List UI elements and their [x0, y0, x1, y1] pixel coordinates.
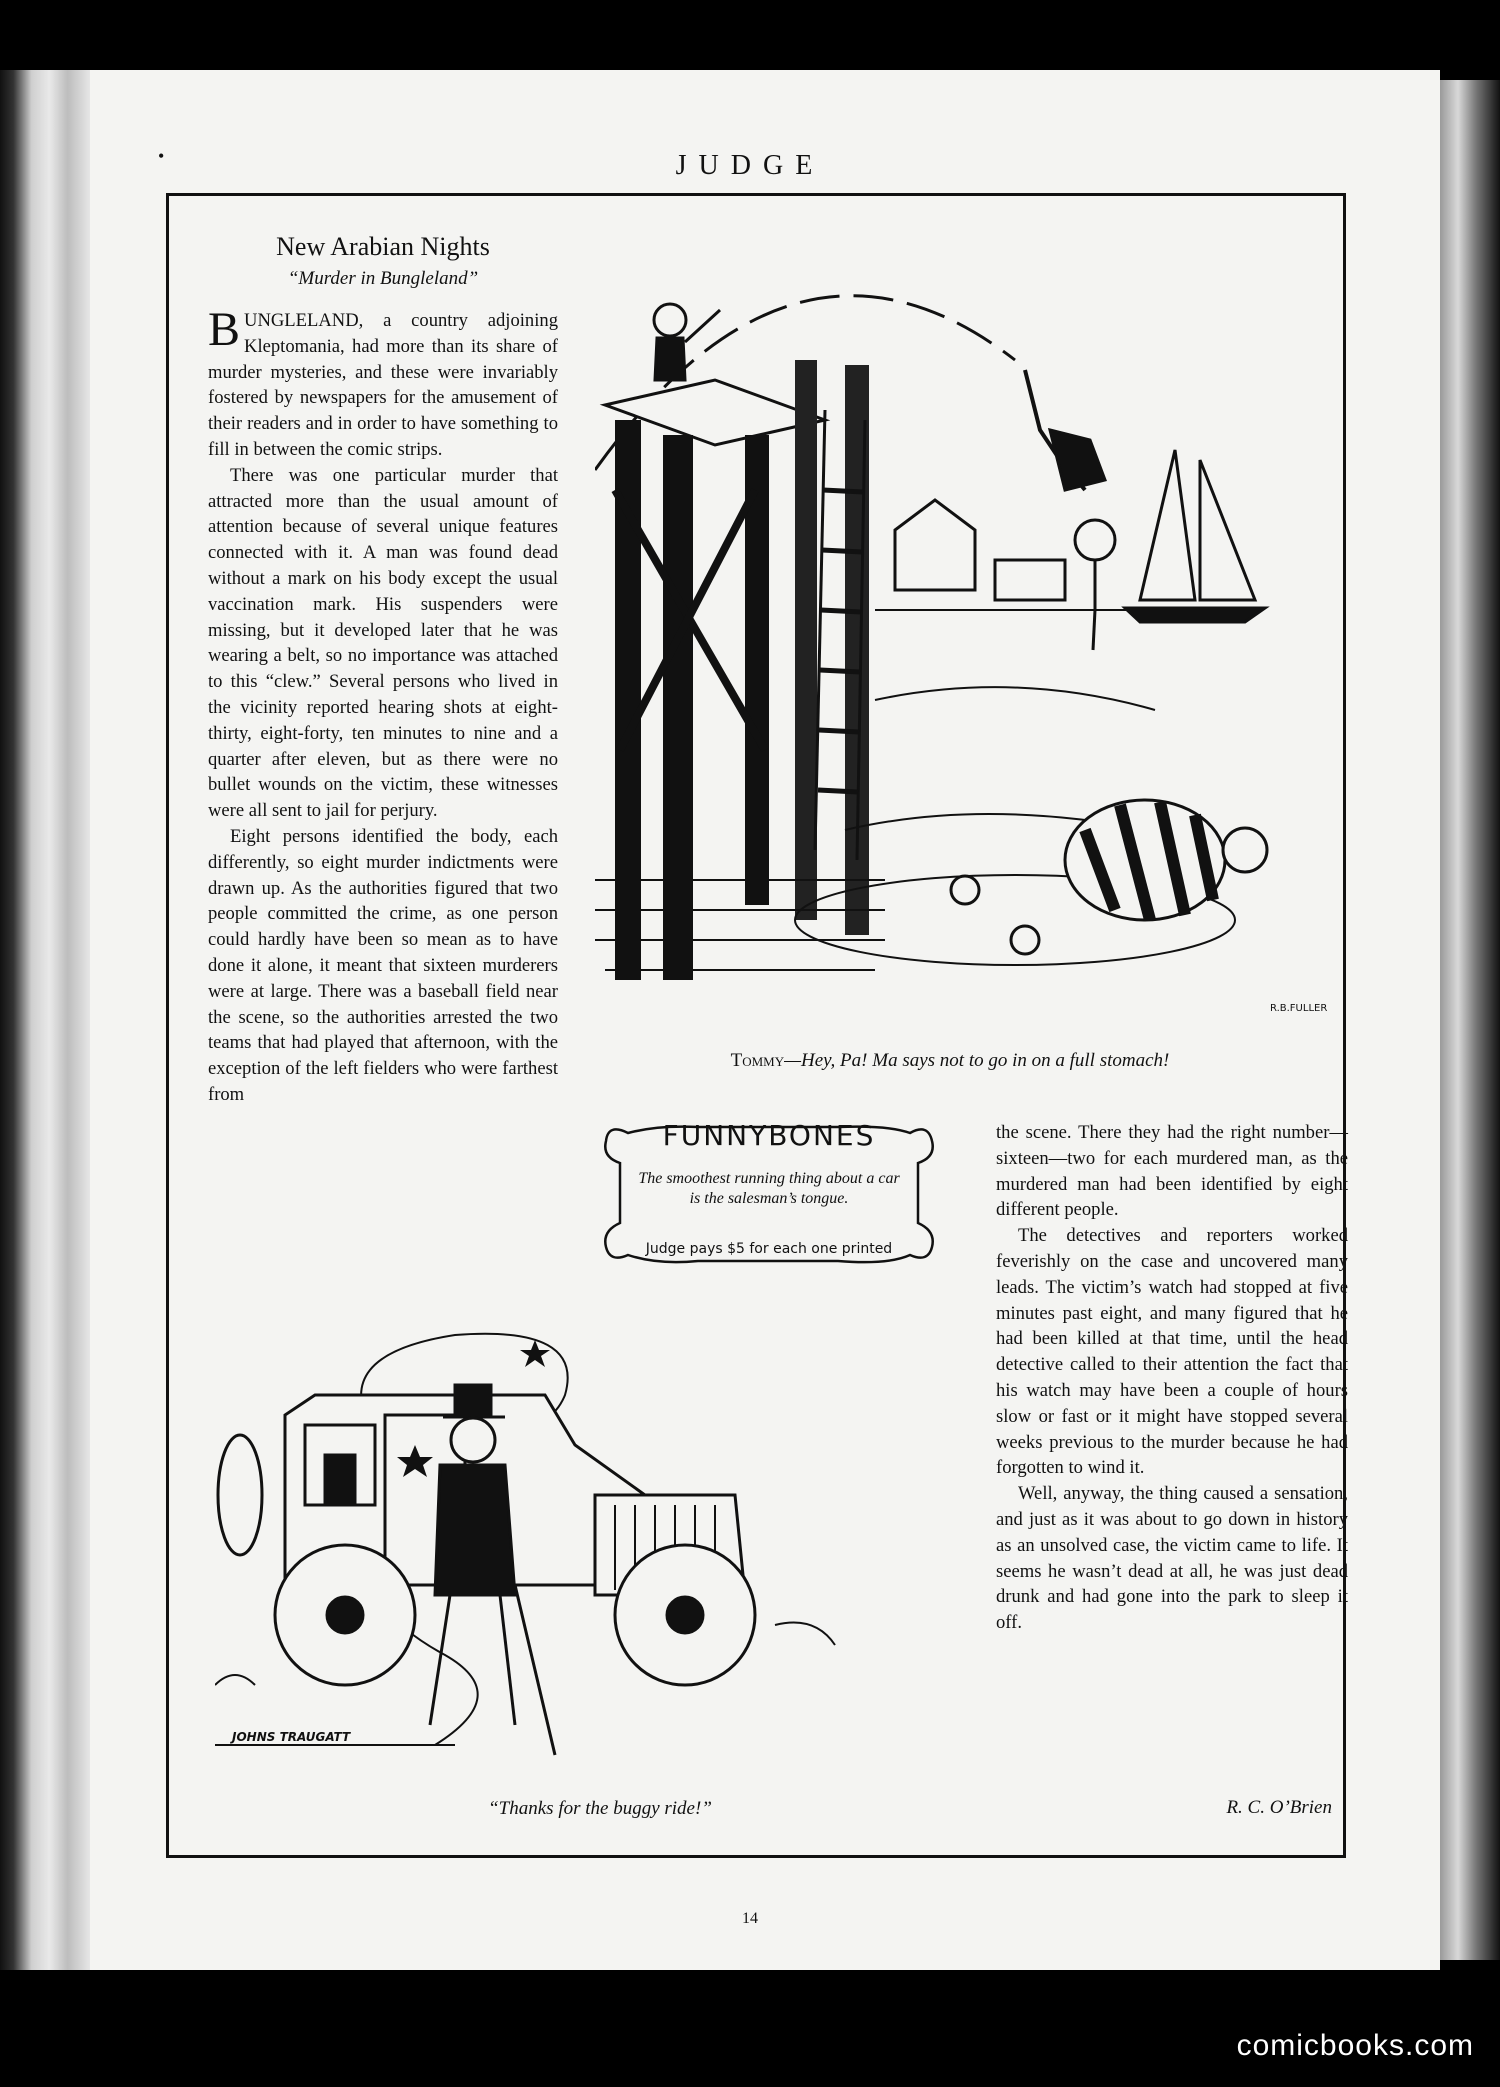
cartoonist-signature: R.B.FULLER	[1270, 1003, 1328, 1014]
story-subtitle: “Murder in Bungleland”	[287, 268, 479, 289]
drop-cap: B	[208, 303, 241, 356]
story-paragraph: Well, anyway, the thing caused a sensation, and just as it was about to go down in history as an unsolved case, the victim came to life. It seems he wasn’t dead at all, he was just dead drunk and had gone into the park to sleep it off.	[996, 1483, 1348, 1634]
story-paragraph: There was one particular murder that attracted more than the usual amount of attention because of several unique features connected with it. A man was found dead without a mark on his body except the usual vaccination mark. His suspenders were missing, but it developed later that he was wearing a belt, so no importance was attached to this “clew.” Several persons who lived in the vicinity reported hearing shots at eight-thirty, eight-forty, ten minutes to nine and a quarter after eleven, but as there were no bullet wounds on the victim, these witnesses were all sent to jail for perjury.	[208, 464, 558, 822]
story-paragraph: The detectives and reporters worked feverishly on the case and uncovered many leads. The victim’s watch had stopped at five minutes past eight, and many figured that he had been killed at that time, until the head detective called to their attention the fact that his watch may have been a couple of hours slow or fast or it might have stopped several weeks previous to the murder because he had forgotten to wind it.	[996, 1225, 1348, 1479]
cartoonist-signature: JOHNS TRAUGATT	[232, 1730, 351, 1744]
car-cartoon-illustration	[215, 1325, 965, 1785]
book-edge-left	[0, 70, 90, 1970]
funnybones-joke: The smoothest running thing about a car is the salesman’s tongue.	[638, 1170, 900, 1207]
masthead: JUDGE	[675, 150, 825, 181]
site-watermark: comicbooks.com	[1236, 2029, 1474, 2062]
caption-line: —Hey, Pa! Ma says not to go in on a full stomach!	[784, 1050, 1170, 1071]
lead-smallcaps: UNGLELAND	[244, 310, 359, 331]
funnybones-title: FUNNYBONES	[662, 1119, 876, 1152]
story-paragraph: Eight persons identified the body, each differently, so eight murder indictments were drawn up. As the authorities figured that two people committed the crime, as one person could hardly have been so mean as to have done it alone, it meant that sixteen murderers were at large. There was a baseball field near the scene, so the authorities arrested the two teams that had played that afternoon, with the exception of the left fielders who were farthest from	[208, 825, 558, 1105]
cartoon-caption	[560, 1050, 1340, 1072]
funnybones-box	[598, 1113, 940, 1273]
caption-speaker: Tommy	[730, 1050, 785, 1071]
lead-text: , a country adjoining Kleptomania, had more than its share of murder mysteries, and these were invariably fostered by newspapers for the amusement of their readers and in order to have something to fill in between the comic strips.	[208, 310, 558, 460]
funnybones-footer: Judge pays $5 for each one printed	[645, 1241, 893, 1257]
book-edge-right	[1440, 80, 1500, 1960]
story-lead-paragraph	[208, 303, 558, 463]
story-column-right	[996, 1120, 1348, 1636]
story-byline: R. C. O’Brien	[1226, 1797, 1332, 1818]
story-title: New Arabian Nights	[276, 232, 490, 261]
page-number: 14	[742, 1910, 758, 1927]
cartoon-caption: “Thanks for the buggy ride!”	[488, 1798, 712, 1819]
page-mark: •	[158, 146, 165, 166]
diving-cartoon-illustration	[595, 230, 1300, 1040]
story-column-left	[208, 303, 558, 1108]
story-paragraph: the scene. There they had the right number—sixteen—two for each murdered man, as the murdered man had been identified by eight different people.	[996, 1122, 1348, 1221]
